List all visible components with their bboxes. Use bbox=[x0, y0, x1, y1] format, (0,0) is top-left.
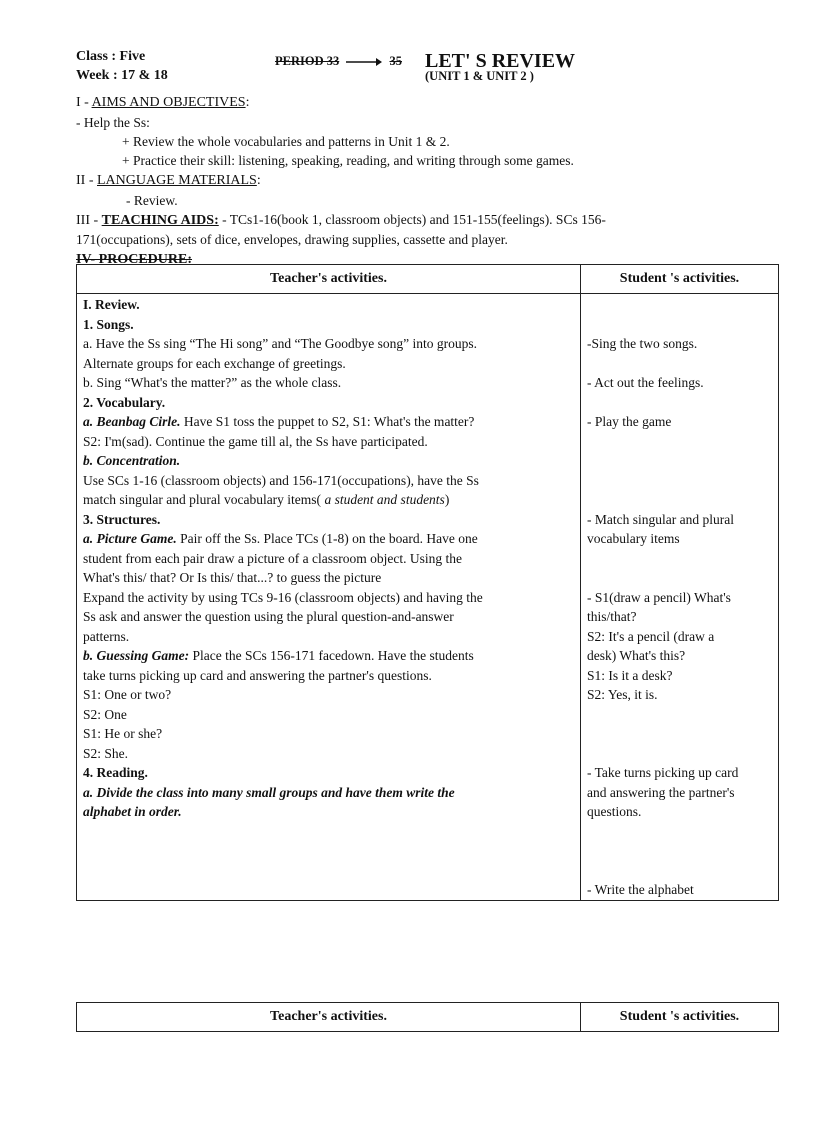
activity-text: Place the SCs 156-171 facedown. Have the students bbox=[189, 648, 474, 663]
teacher-activities-header: Teacher's activities. bbox=[77, 1003, 581, 1032]
page-subtitle: (UNIT 1 & UNIT 2 ) bbox=[425, 69, 534, 83]
teacher-activity-line: S2: She. bbox=[83, 745, 129, 761]
teacher-activity-line: student from each pair draw a picture of a classroom object. Using the bbox=[83, 550, 462, 566]
section-number: III - bbox=[76, 213, 102, 228]
blank-line bbox=[587, 315, 773, 335]
period-from: PERIOD 33 bbox=[275, 54, 340, 68]
blank-line bbox=[587, 744, 773, 764]
activity-title: a. Beanbag Cirle. bbox=[83, 414, 181, 429]
student-activity-line: - Write the alphabet bbox=[587, 882, 694, 897]
teacher-activity-line: Alternate groups for each exchange of greetings. bbox=[83, 355, 346, 371]
student-activity-line: - Act out the feelings. bbox=[587, 375, 704, 390]
activity-text: Pair off the Ss. Place TCs (1-8) on the board. Have one bbox=[176, 531, 478, 546]
student-activity-line: -Sing the two songs. bbox=[587, 336, 698, 351]
section-number: II - bbox=[76, 173, 97, 188]
teacher-activity-line: 4. Reading. bbox=[83, 765, 148, 780]
blank-line bbox=[587, 705, 773, 725]
teacher-activity-line bbox=[83, 646, 575, 666]
section-title: LANGUAGE MATERIALS bbox=[97, 173, 257, 188]
student-activities-header: Student 's activities. bbox=[581, 1003, 779, 1032]
blank-line bbox=[587, 354, 773, 374]
blank-line bbox=[587, 451, 773, 471]
teacher-activity-line: Ss ask and answer the question using the plural question-and-answer bbox=[83, 609, 454, 624]
blank-line bbox=[587, 490, 773, 510]
blank-line bbox=[587, 393, 773, 413]
student-activity-line: this/that? bbox=[587, 609, 637, 624]
period-range bbox=[275, 54, 402, 69]
procedure-table bbox=[76, 264, 779, 901]
teacher-activity-line: S1: He or she? bbox=[83, 726, 163, 741]
materials-line-1: - Review. bbox=[126, 193, 178, 208]
teacher-activity-line: What's this/ that? Or Is this/ that...? to guess the picture bbox=[83, 570, 382, 585]
teacher-activity-line: a. Divide the class into many small groups and have them write the bbox=[83, 784, 455, 800]
student-activity-line: - Take turns picking up card bbox=[587, 765, 739, 780]
teacher-activity-line: 2. Vocabulary. bbox=[83, 394, 166, 410]
teacher-activity-line: patterns. bbox=[83, 628, 130, 644]
section-colon: : bbox=[256, 173, 261, 188]
teacher-activity-line: S2: One bbox=[83, 706, 127, 722]
page-title: LET' S REVIEW bbox=[425, 50, 576, 72]
student-activity-line: vocabulary items bbox=[587, 531, 680, 546]
teacher-activity-line: S2: I'm(sad). Continue the game till al, the Ss have participated. bbox=[83, 433, 428, 449]
aids-text-1: - TCs1-16(book 1, classroom objects) and 151-155(feelings). SCs 156- bbox=[218, 212, 606, 227]
blank-line bbox=[587, 432, 773, 452]
teacher-activity-line: 1. Songs. bbox=[83, 316, 134, 332]
student-activity-line: and answering the partner's bbox=[587, 784, 735, 800]
teacher-activity-line: Use SCs 1-16 (classroom objects) and 156-171(occupations), have the Ss bbox=[83, 472, 479, 488]
teacher-activity-line: 3. Structures. bbox=[83, 511, 161, 527]
blank-line bbox=[587, 471, 773, 491]
student-activity-line: - Match singular and plural bbox=[587, 511, 734, 527]
period-to: 35 bbox=[389, 54, 402, 68]
teacher-activity-line: b. Concentration. bbox=[83, 453, 181, 468]
blank-line bbox=[587, 822, 773, 842]
teacher-activity-line: alphabet in order. bbox=[83, 804, 182, 819]
activity-title: b. Guessing Game: bbox=[83, 648, 190, 663]
activity-text: match singular and plural vocabulary items( bbox=[83, 492, 325, 507]
section-aims-heading bbox=[76, 95, 249, 111]
student-activity-line: S2: It's a pencil (draw a bbox=[587, 628, 715, 644]
section-materials-heading bbox=[76, 173, 261, 189]
section-aids-line-2: 171(occupations), sets of dice, envelopes, drawing supplies, cassette and player. bbox=[76, 232, 508, 247]
week-label: Week : 17 & 18 bbox=[76, 68, 168, 83]
aims-line-2: + Review the whole vocabularies and patterns in Unit 1 & 2. bbox=[122, 134, 450, 149]
teacher-activities-header: Teacher's activities. bbox=[77, 265, 581, 294]
aims-line-1: - Help the Ss: bbox=[76, 115, 150, 130]
section-title: TEACHING AIDS: bbox=[101, 213, 219, 228]
teacher-activity-line bbox=[83, 529, 575, 549]
teacher-activity-line bbox=[83, 490, 575, 510]
teacher-activity-line: I. Review. bbox=[83, 297, 140, 312]
student-activities-header: Student 's activities. bbox=[581, 265, 779, 294]
blank-line bbox=[587, 861, 773, 881]
section-title: AIMS AND OBJECTIVES bbox=[91, 95, 246, 110]
section-colon: : bbox=[245, 95, 250, 110]
activity-text: Have S1 toss the puppet to S2, S1: What's the matter? bbox=[180, 414, 475, 429]
section-number: I - bbox=[76, 95, 92, 110]
teacher-activity-line: Expand the activity by using TCs 9-16 (classroom objects) and having the bbox=[83, 589, 483, 605]
activity-title: a. Picture Game. bbox=[83, 531, 177, 546]
teacher-activity-line: a. Have the Ss sing “The Hi song” and “The Goodbye song” into groups. bbox=[83, 336, 478, 351]
table-header-row bbox=[77, 265, 779, 294]
student-activity-line: questions. bbox=[587, 804, 642, 819]
student-activity-line: S2: Yes, it is. bbox=[587, 687, 658, 702]
blank-line bbox=[587, 841, 773, 861]
blank-line bbox=[587, 724, 773, 744]
blank-line bbox=[587, 295, 773, 315]
teacher-activity-line bbox=[83, 412, 575, 432]
student-activity-line: - Play the game bbox=[587, 414, 672, 429]
table-header-row bbox=[77, 1003, 779, 1032]
aims-line-3: + Practice their skill: listening, speaking, reading, and writing through some games. bbox=[122, 153, 574, 168]
teacher-activity-line: take turns picking up card and answering the partner's questions. bbox=[83, 667, 432, 683]
student-activity-line: desk) What's this? bbox=[587, 648, 686, 663]
student-activity-line: - S1(draw a pencil) What's bbox=[587, 589, 731, 605]
class-label: Class : Five bbox=[76, 49, 146, 64]
activity-example: a student and students bbox=[324, 492, 445, 507]
teacher-activity-line: S1: One or two? bbox=[83, 687, 172, 702]
section-aids-line-1 bbox=[76, 212, 606, 229]
table-body-row bbox=[77, 294, 779, 901]
procedure-table-continued bbox=[76, 1002, 779, 1032]
blank-line bbox=[587, 549, 773, 569]
teacher-activities-cell bbox=[77, 294, 581, 901]
blank-line bbox=[587, 568, 773, 588]
activity-text-tail: ) bbox=[444, 492, 450, 507]
section-procedure-heading: IV- PROCEDURE: bbox=[76, 252, 193, 267]
arrow-right-icon bbox=[346, 57, 382, 67]
teacher-activity-line: b. Sing “What's the matter?” as the whole class. bbox=[83, 375, 342, 390]
student-activities-cell bbox=[581, 294, 779, 901]
student-activity-line: S1: Is it a desk? bbox=[587, 667, 673, 683]
